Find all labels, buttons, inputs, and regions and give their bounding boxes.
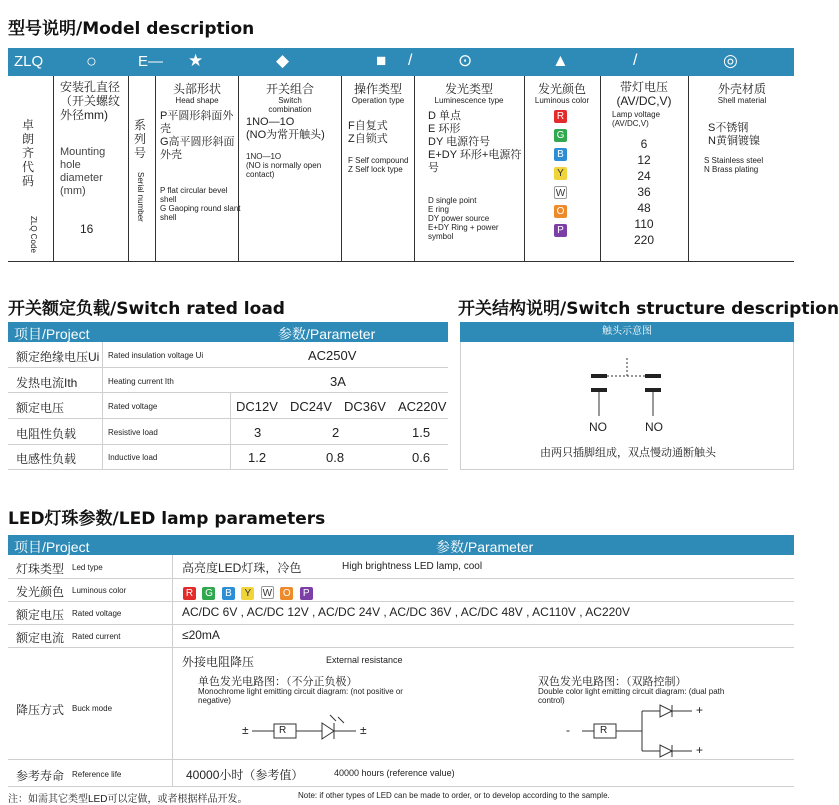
dual-circuit-en: Double color light emitting circuit diagram: (dual path control) xyxy=(538,687,725,705)
lum-color-en: Luminous color xyxy=(534,96,590,105)
external-resistance-en: External resistance xyxy=(326,655,403,665)
voltage-36: 36 xyxy=(637,185,651,199)
res-v1: 3 xyxy=(254,425,262,440)
row-rv-en: Rated voltage xyxy=(108,402,158,411)
code-slash-1: / xyxy=(408,52,413,69)
zlq-code-en: ZLQ Code xyxy=(29,216,38,253)
note-en: Note: if other types of LED can be made to order, or to develop according to the sample. xyxy=(298,791,610,800)
row-ind-en: Inductive load xyxy=(108,453,158,462)
lum-type-en: Luminescence type xyxy=(434,96,504,105)
buck-mode-en: Buck mode xyxy=(72,704,113,713)
mono-pm-left: ± xyxy=(242,723,249,737)
rated-load-title: 开关额定负载/Switch rated load xyxy=(8,299,285,319)
life-value-zh: 40000小时（参考值） xyxy=(186,768,304,782)
lamp-voltage-en: Lamp voltage (AV/DC,V) xyxy=(612,110,661,128)
operation-type-body-en: F Self compound Z Self lock type xyxy=(348,156,409,174)
operation-type-en: Operation type xyxy=(351,96,405,105)
led-swatch-p: P xyxy=(300,587,313,600)
code-square: ■ xyxy=(376,51,387,70)
row-ui-value: AC250V xyxy=(308,348,357,363)
ind-v2: 0.8 xyxy=(326,450,345,465)
ind-v3: 0.6 xyxy=(412,450,431,465)
life-value-en: 40000 hours (reference value) xyxy=(334,768,455,778)
row-ind-zh: 电感性负载 xyxy=(16,452,77,466)
code-dot-circle: ⊙ xyxy=(458,51,473,70)
swatch-o: O xyxy=(554,205,567,218)
switch-combo-body-en: 1NO—1O (NO is normally open contact) xyxy=(246,152,322,179)
led-voltage-zh: 额定电压 xyxy=(16,608,65,622)
led-voltage-en: Rated voltage xyxy=(72,609,122,618)
led-current-value: ≤20mA xyxy=(182,628,220,642)
led-type-value-en: High brightness LED lamp, cool xyxy=(342,561,483,572)
row-ith-zh: 发热电流Ith xyxy=(16,376,78,390)
lum-type-zh: 发光类型 xyxy=(444,82,493,96)
rv-dc12: DC12V xyxy=(236,399,278,414)
voltage-110: 110 xyxy=(634,217,654,231)
dual-resistor-label: R xyxy=(600,725,608,736)
led-header xyxy=(8,535,794,555)
led-table xyxy=(8,555,794,787)
external-resistance-zh: 外接电阻降压 xyxy=(182,655,255,669)
led-color-zh: 发光颜色 xyxy=(16,585,65,599)
contact-diagram xyxy=(461,342,795,422)
dual-circuit-diagram xyxy=(568,703,708,759)
operation-type-body-zh: F自复式 Z自锁式 xyxy=(348,120,388,145)
life-zh: 参考寿命 xyxy=(16,769,65,783)
voltage-6: 6 xyxy=(640,137,648,151)
led-color-swatches xyxy=(182,583,314,601)
ind-v1: 1.2 xyxy=(248,450,267,465)
life-en: Reference life xyxy=(72,770,122,779)
swatch-p: P xyxy=(554,224,567,237)
lum-type-body-en: D single point E ring DY power source E+DY Ring + power symbol xyxy=(428,196,499,241)
row-ith-value: 3A xyxy=(330,374,346,389)
row-ith-en: Heating current Ith xyxy=(108,377,174,386)
mono-resistor-label: R xyxy=(279,725,287,736)
code-zlq: ZLQ xyxy=(14,53,44,70)
no-right-label: NO xyxy=(645,420,663,434)
dual-plus-top: + xyxy=(696,703,704,717)
voltage-48: 48 xyxy=(637,201,651,215)
led-current-zh: 额定电流 xyxy=(16,631,65,645)
led-swatch-b: B xyxy=(222,587,235,600)
head-shape-body-zh: P平圆形斜面外壳 G高平圆形斜面外壳 xyxy=(160,110,235,161)
led-swatch-y: Y xyxy=(241,587,254,600)
serial-en: Serial number xyxy=(136,172,145,222)
structure-title: 开关结构说明/Switch structure description xyxy=(458,299,839,319)
voltage-220: 220 xyxy=(633,233,655,247)
lum-type-body-zh: D 单点 E 环形 DY 电源符号 E+DY 环形+电源符号 xyxy=(428,110,522,174)
model-title: 型号说明/Model description xyxy=(8,19,255,39)
code-circle: ○ xyxy=(86,51,97,71)
switch-combo-zh: 开关组合 xyxy=(265,82,314,96)
led-swatch-g: G xyxy=(202,587,215,600)
note-zh: 注：如需其它类型LED可以定做，或者根据样品开发。 xyxy=(8,794,248,805)
swatch-b: B xyxy=(554,148,567,161)
res-v2: 2 xyxy=(332,425,340,440)
led-type-value-zh: 高亮度LED灯珠，冷色 xyxy=(182,561,302,575)
mounting-hole-value: 16 xyxy=(80,222,94,236)
no-left-label: NO xyxy=(589,420,607,434)
led-type-zh: 灯珠类型 xyxy=(16,562,65,576)
switch-combo-body-zh: 1NO—1O (NO为常开触头) xyxy=(246,116,325,141)
operation-type-zh: 操作类型 xyxy=(353,82,402,96)
head-shape-en: Head shape xyxy=(175,96,219,105)
row-res-zh: 电阻性负载 xyxy=(16,427,77,441)
model-code-bar xyxy=(8,48,794,76)
led-type-en: Led type xyxy=(72,563,103,572)
code-e: E— xyxy=(138,53,164,70)
led-swatch-o: O xyxy=(280,587,293,600)
zlq-code-zh: 卓朗齐代码 xyxy=(22,118,35,188)
led-title: LED灯珠参数/LED lamp parameters xyxy=(8,509,326,529)
shell-material-zh: 外壳材质 xyxy=(717,82,766,96)
led-swatch-w: W xyxy=(262,588,273,599)
head-shape-body-en: P flat circular bevel shell G Gaoping round slant shell xyxy=(160,186,241,222)
code-star: ★ xyxy=(188,51,204,70)
lamp-voltage-values xyxy=(602,136,686,248)
swatch-y: Y xyxy=(554,167,567,180)
rv-ac220: AC220V xyxy=(398,399,447,414)
rated-load-table xyxy=(8,342,448,470)
res-v3: 1.5 xyxy=(412,425,431,440)
mono-pm-right: ± xyxy=(360,723,367,737)
mounting-hole-en: Mounting hole diameter (mm) xyxy=(60,146,106,197)
code-triangle: ▲ xyxy=(552,51,569,70)
code-diamond: ◆ xyxy=(276,51,290,70)
shell-material-body-en: S Stainless steel N Brass plating xyxy=(704,156,764,174)
led-current-en: Rated current xyxy=(72,632,121,641)
rated-load-header-parameter: 参数/Parameter xyxy=(278,326,376,342)
rated-load-header-project: 项目/Project xyxy=(14,326,90,342)
led-swatch-r: R xyxy=(183,587,196,600)
row-rv-zh: 额定电压 xyxy=(16,401,65,415)
buck-mode-zh: 降压方式 xyxy=(16,703,65,717)
dual-circuit-zh: 双色发光电路图：（双路控制） xyxy=(538,676,687,688)
code-double-circle: ◎ xyxy=(723,51,738,70)
lamp-voltage-zh: 带灯电压(AV/DC,V) xyxy=(616,80,672,108)
mono-circuit-zh: 单色发光电路图：（不分正负极） xyxy=(198,676,358,688)
dual-minus: - xyxy=(566,723,570,737)
shell-material-body-zh: S不锈钢 N黄铜镀镍 xyxy=(708,122,760,147)
shell-material-en: Shell material xyxy=(717,96,767,105)
row-ui-en: Rated insulation voltage Ui xyxy=(108,351,204,360)
structure-caption: 由两只插脚组成，双点慢动通断触头 xyxy=(540,447,716,459)
swatch-w: W xyxy=(555,188,566,199)
mono-circuit-en: Monochrome light emitting circuit diagram: (not positive or negative) xyxy=(198,687,403,705)
voltage-24: 24 xyxy=(637,169,651,183)
rated-load-header xyxy=(8,322,448,342)
lum-color-swatches xyxy=(554,110,570,237)
swatch-g: G xyxy=(554,129,567,142)
row-res-en: Resistive load xyxy=(108,428,158,437)
led-header-project: 项目/Project xyxy=(14,539,90,555)
row-ui-zh: 额定绝缘电压Ui xyxy=(16,350,100,364)
dual-plus-bottom: + xyxy=(696,743,704,757)
led-color-en: Luminous color xyxy=(72,586,127,595)
head-shape-zh: 头部形状 xyxy=(172,82,221,96)
rv-dc36: DC36V xyxy=(344,399,386,414)
swatch-r: R xyxy=(554,110,567,123)
code-slash-2: / xyxy=(633,52,638,69)
mounting-hole-zh: 安装孔直径（开关螺纹外径mm) xyxy=(60,80,121,122)
voltage-12: 12 xyxy=(637,153,651,167)
led-header-parameter: 参数/Parameter xyxy=(436,539,534,555)
model-table xyxy=(8,76,794,262)
led-voltage-value: AC/DC 6V , AC/DC 12V , AC/DC 24V , AC/DC 36V , AC/DC 48V , AC110V , AC220V xyxy=(182,605,630,619)
structure-header: 触头示意图 xyxy=(460,322,794,342)
lum-color-zh: 发光颜色 xyxy=(537,82,586,96)
rv-dc24: DC24V xyxy=(290,399,332,414)
switch-combo-en: Switch combination xyxy=(268,96,312,114)
structure-panel xyxy=(460,342,794,470)
serial-zh: 系列号 xyxy=(134,118,147,160)
